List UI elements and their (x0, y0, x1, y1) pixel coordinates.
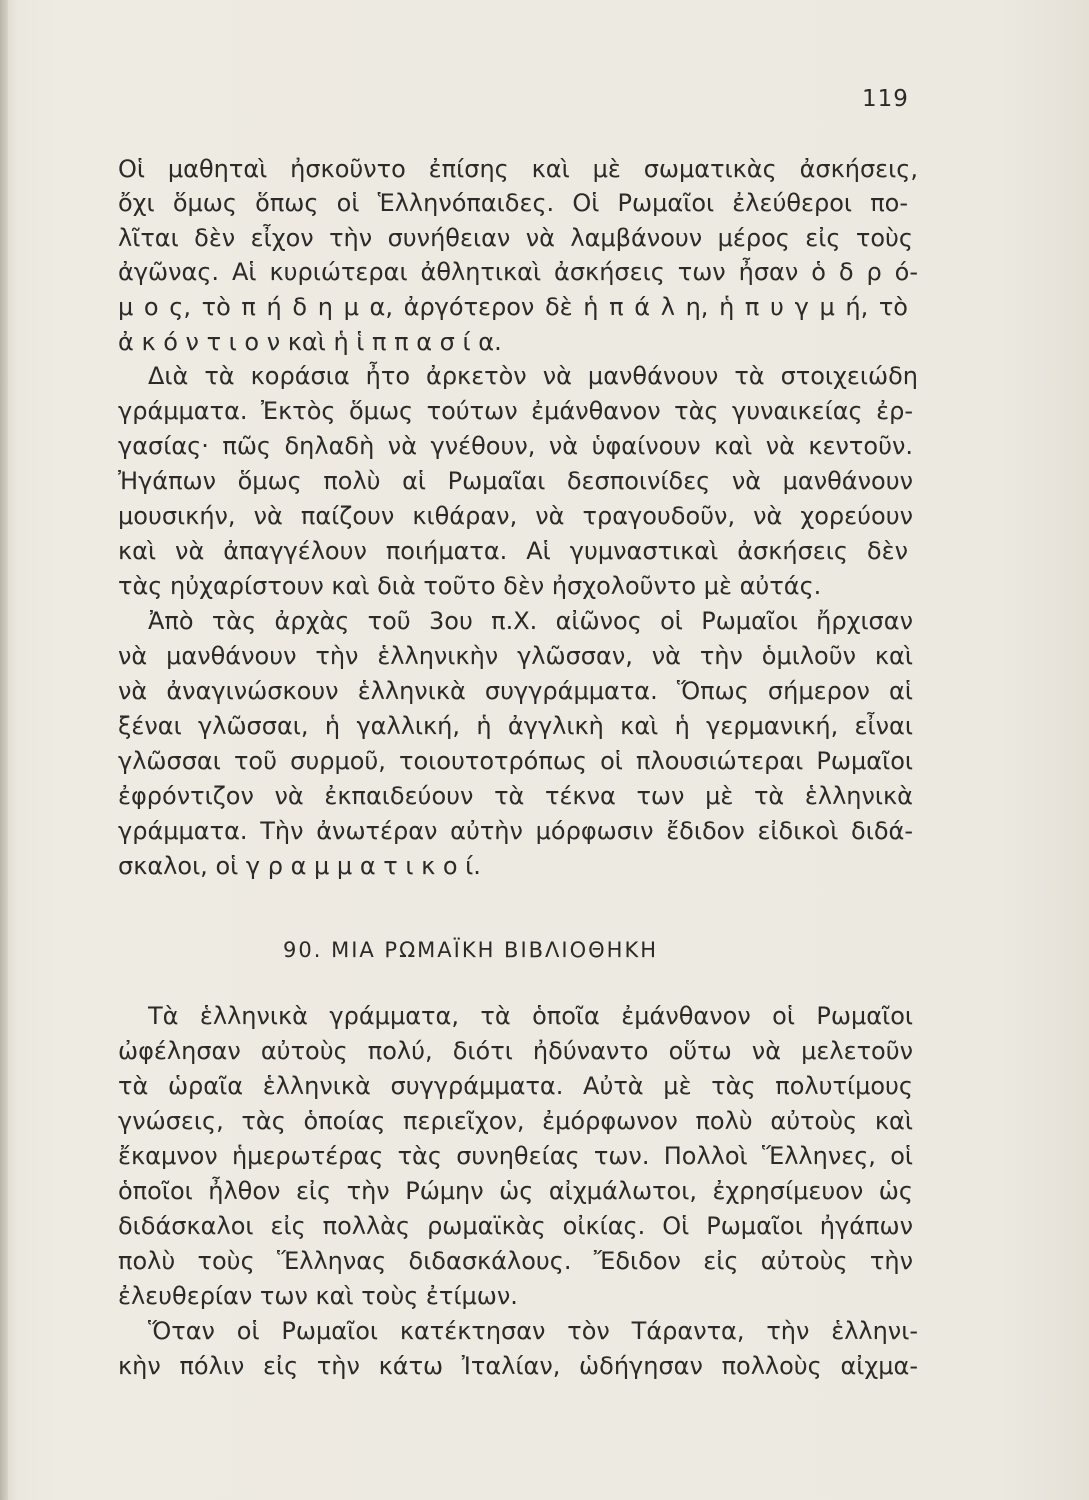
section-heading: 90. ΜΙΑ ΡΩΜΑΪΚΗ ΒΙΒΛΙΟΘΗΚΗ (283, 938, 659, 962)
text-line: μουσικήν, νὰ παίζουν κιθάραν, νὰ τραγουδοῦν, νὰ χορεύουν (118, 502, 913, 530)
text-line: τὰ ὡραῖα ἑλληνικὰ συγγράμματα. Αὐτὰ μὲ τὰς πολυτίμους (118, 1072, 913, 1100)
text-line: μ ο ς, τὸ π ή δ η μ α, ἀργότερον δὲ ἡ π ά λ η, ἡ π υ γ μ ή, τὸ (118, 293, 908, 321)
text-line: γλῶσσαι τοῦ συρμοῦ, τοιουτοτρόπως οἱ πλουσιώτεραι Ρωμαῖοι (118, 747, 913, 775)
text-line: ὁποῖοι ἦλθον εἰς τὴν Ρώμην ὡς αἰχμάλωτοι, ἐχρησίμευον ὡς (118, 1177, 913, 1205)
text-line: Διὰ τὰ κοράσια ἦτο ἀρκετὸν νὰ μανθάνουν τὰ στοιχειώδη (148, 362, 918, 390)
text-line: ἐλευθερίαν των καὶ τοὺς ἐτίμων. (118, 1282, 518, 1310)
text-line: γνώσεις, τὰς ὁποίας περιεῖχον, ἐμόρφωνον πολὺ αὐτοὺς καὶ (118, 1107, 913, 1135)
text-line: ἔκαμνον ἡμερωτέρας τὰς συνηθείας των. Πολλοὶ Ἕλληνες, οἱ (118, 1142, 913, 1170)
text-line: ὠφέλησαν αὐτοὺς πολύ, διότι ἠδύναντο οὕτω νὰ μελετοῦν (118, 1037, 913, 1065)
text-line: γράμματα. Τὴν ἀνωτέραν αὐτὴν μόρφωσιν ἔδιδον εἰδικοὶ διδά- (118, 817, 913, 845)
text-line: Οἱ μαθηταὶ ἠσκοῦντο ἐπίσης καὶ μὲ σωματικὰς ἀσκήσεις, (118, 155, 918, 183)
text-line: Ἠγάπων ὅμως πολὺ αἱ Ρωμαῖαι δεσποινίδες νὰ μανθάνουν (118, 467, 913, 495)
text-line: Ὅταν οἱ Ρωμαῖοι κατέκτησαν τὸν Τάραντα, τὴν ἑλληνι- (148, 1317, 918, 1345)
text-line: ἀγῶνας. Αἱ κυριώτεραι ἀθλητικαὶ ἀσκήσεις των ἦσαν ὁ δ ρ ό- (118, 258, 918, 286)
text-line: γράμματα. Ἐκτὸς ὅμως τούτων ἐμάνθανον τὰς γυναικείας ἐρ- (118, 397, 913, 425)
text-line: ἐφρόντιζον νὰ ἐκπαιδεύουν τὰ τέκνα των μὲ τὰ ἑλληνικὰ (118, 782, 913, 810)
text-line: ξέναι γλῶσσαι, ἡ γαλλική, ἡ ἀγγλικὴ καὶ ἡ γερμανική, εἶναι (118, 712, 913, 740)
text-line: κὴν πόλιν εἰς τὴν κάτω Ἰταλίαν, ὡδήγησαν πολλοὺς αἰχμα- (118, 1352, 918, 1380)
text-line: γασίας· πῶς δηλαδὴ νὰ γνέθουν, νὰ ὑφαίνουν καὶ νὰ κεντοῦν. (118, 432, 913, 460)
text-line: καὶ νὰ ἀπαγγέλουν ποιήματα. Αἱ γυμναστικαὶ ἀσκήσεις δὲν (118, 537, 908, 565)
text-line: διδάσκαλοι εἰς πολλὰς ρωμαϊκὰς οἰκίας. Οἱ Ρωμαῖοι ἠγάπων (118, 1212, 913, 1240)
text-line: τὰς ηὐχαρίστουν καὶ διὰ τοῦτο δὲν ἠσχολοῦντο μὲ αὐτάς. (118, 572, 822, 600)
page-number: 119 (862, 86, 909, 112)
text-line: πολὺ τοὺς Ἕλληνας διδασκάλους. Ἔδιδον εἰς αὐτοὺς τὴν (118, 1247, 913, 1275)
text-line: σκαλοι, οἱ γ ρ α μ μ α τ ι κ ο ί. (118, 852, 481, 880)
text-line: νὰ μανθάνουν τὴν ἑλληνικὴν γλῶσσαν, νὰ τὴν ὁμιλοῦν καὶ (118, 642, 913, 670)
text-line: Ἀπὸ τὰς ἀρχὰς τοῦ 3ου π.Χ. αἰῶνος οἱ Ρωμαῖοι ἤρχισαν (148, 607, 913, 635)
page-gutter (0, 0, 8, 1500)
text-line: νὰ ἀναγινώσκουν ἑλληνικὰ συγγράμματα. Ὅπως σήμερον αἱ (118, 677, 913, 705)
text-line: λῖται δὲν εἶχον τὴν συνήθειαν νὰ λαμβάνουν μέρος εἰς τοὺς (118, 224, 913, 252)
text-line: Τὰ ἑλληνικὰ γράμματα, τὰ ὁποῖα ἐμάνθανον οἱ Ρωμαῖοι (148, 1002, 913, 1030)
text-line: ἀ κ ό ν τ ι ο ν καὶ ἡ ἱ π π α σ ί α. (118, 328, 502, 356)
text-line: ὄχι ὅμως ὅπως οἱ Ἑλληνόπαιδες. Οἱ Ρωμαῖοι ἐλεύθεροι πο- (118, 189, 908, 217)
